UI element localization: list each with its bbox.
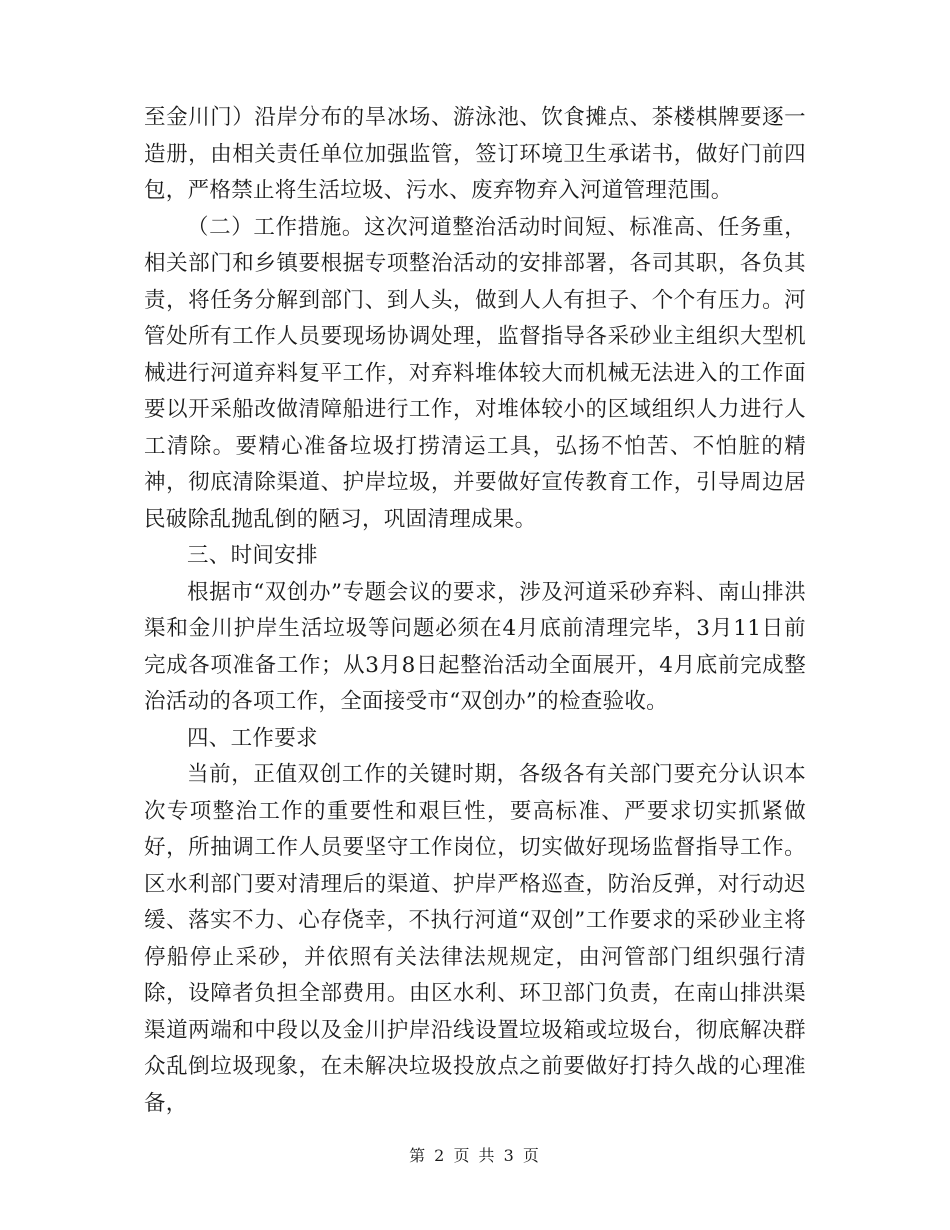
paragraph-continuation: 至金川门）沿岸分布的旱冰场、游泳池、饮食摊点、茶楼棋牌要逐一造册，由相关责任单位加强监管，签订环境卫生承诺书，做好门前四包，严格禁止将生活垃圾、污水、废弃物弃入河道管理范围。 bbox=[144, 105, 806, 203]
paragraph-schedule: 根据市“双创办”专题会议的要求，涉及河道采砂弃料、南山排洪渠和金川护岸生活垃圾等问题必须在4月底前清理完毕，3月11日前完成各项准备工作；从3月8日起整治活动全面展开，4月底前完成整治活动的各项工作，全面接受市“双创办”的检查验收。 bbox=[144, 579, 806, 714]
paragraph-requirements: 当前，正值双创工作的关键时期，各级各有关部门要充分认识本次专项整治工作的重要性和艰巨性，要高标准、严要求切实抓紧做好，所抽调工作人员要坚守工作岗位，切实做好现场监督指导工作。区水利部门要对清理后的渠道、护岸严格巡查，防治反弹，对行动迟缓、落实不力、心存侥幸，不执行河道“双创”工作要求的采砂业主将停船停止采砂，并依照有关法律法规规定，由河管部门组织强行清除，设障者负担全部费用。由区水利、环卫部门负责，在南山排洪渠渠道两端和中段以及金川护岸沿线设置垃圾箱或垃圾台，彻底解决群众乱倒垃圾现象，在未解决垃圾投放点之前要做好打持久战的心理准备， bbox=[144, 762, 806, 1116]
section-heading-schedule: 三、时间安排 bbox=[187, 543, 318, 568]
paragraph-work-measures: （二）工作措施。这次河道整治活动时间短、标准高、任务重，相关部门和乡镇要根据专项整治活动的安排部署，各司其职，各负其责，将任务分解到部门、到人头，做到人人有担子、个个有压力。河管处所有工作人员要现场协调处理，监督指导各采砂业主组织大型机械进行河道弃料复平工作，对弃料堆体较大而机械无法进入的工作面要以开采船改做清障船进行工作，对堆体较小的区域组织人力进行人工清除。要精心准备垃圾打捞清运工具，弘扬不怕苦、不怕脏的精神，彻底清除渠道、护岸垃圾，并要做好宣传教育工作，引导周边居民破除乱抛乱倒的陋习，巩固清理成果。 bbox=[144, 214, 806, 532]
section-heading-requirements: 四、工作要求 bbox=[187, 725, 318, 751]
page-number-footer: 第 2 页 共 3 页 bbox=[409, 1146, 541, 1165]
document-body bbox=[144, 100, 806, 1122]
